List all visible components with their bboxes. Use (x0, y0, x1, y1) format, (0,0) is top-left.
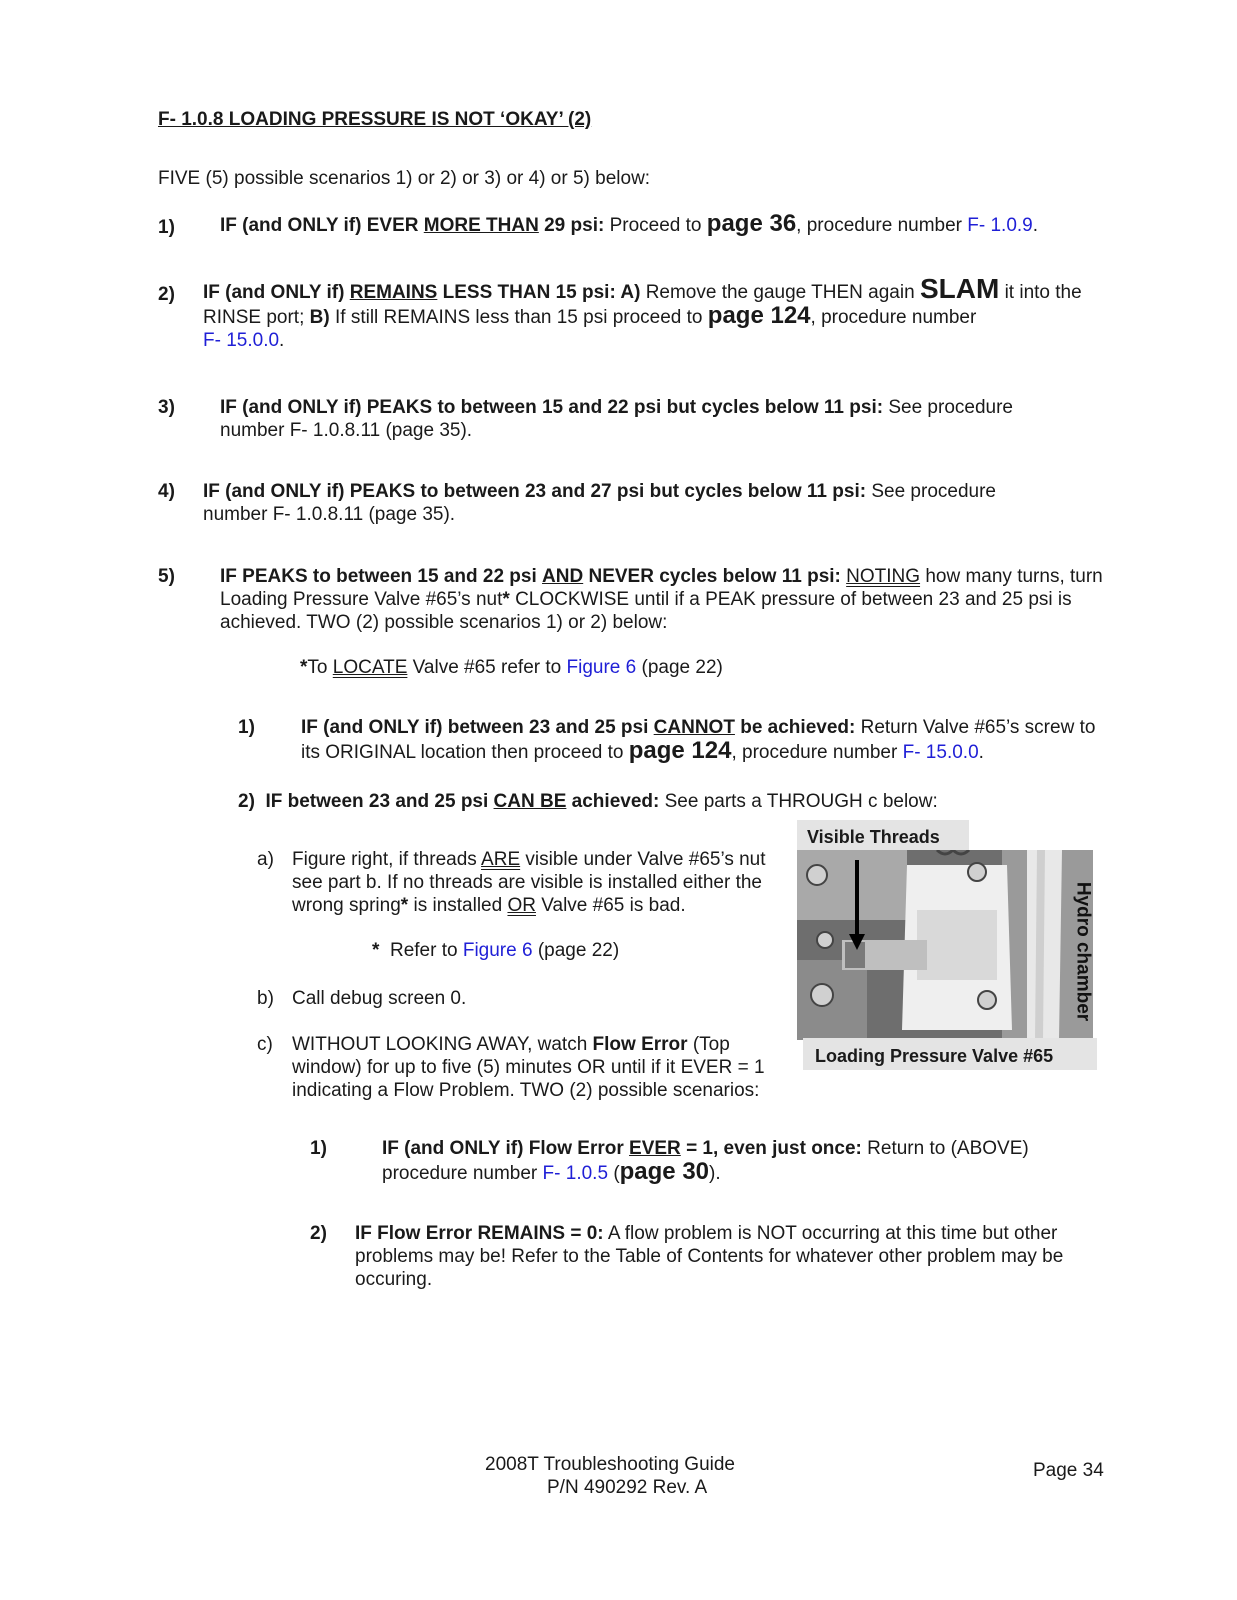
sub-1-page: page 124 (628, 737, 732, 764)
c2-number: 2) (310, 1223, 327, 1244)
part-a-note: * Refer to Figure 6 (page 22) (372, 940, 620, 961)
scenario-2-text-2: it into the RINSE port; (203, 282, 1082, 328)
scenario-5-noting: NOTING (846, 566, 921, 587)
scenario-1-psi: 29 psi: (544, 215, 605, 236)
scenario-3-condition: IF (and ONLY if) PEAKS to between 15 and 22 psi but cycles below 11 psi: (220, 397, 884, 418)
scenario-5-note: *To LOCATE Valve #65 refer to Figure 6 (page 22) (300, 657, 723, 678)
part-c-label: c) (257, 1034, 273, 1055)
part-c: WITHOUT LOOKING AWAY, watch Flow Error (Top window) for up to five (5) minutes OR until if it EVER = 1 indicating a Flow Problem. TWO (2) possible scenarios: (292, 1034, 765, 1101)
scenario-1-procedure-link[interactable]: F- 1.0.9 (967, 215, 1033, 236)
scenario-2-procedure-link[interactable]: F- 15.0.0 (203, 330, 280, 351)
sub-2-number: 2) (238, 791, 255, 812)
scenario-1-text: Proceed to (609, 215, 702, 236)
scenario-2-text-3: If still REMAINS less than 15 psi proceed to (335, 307, 703, 328)
scenario-5-text-2: CLOCKWISE until if a PEAK pressure of between 23 and 25 psi is achieved. TWO (2) possible scenarios 1) or 2) below: (220, 589, 1072, 633)
part-a-figure-link[interactable]: Figure 6 (462, 940, 533, 961)
part-b-label: b) (257, 988, 274, 1009)
c1-procedure-link[interactable]: F- 1.0.5 (542, 1163, 609, 1184)
scenario-3-number: 3) (158, 397, 175, 418)
scenario-4-text: See procedure number F- 1.0.8.11 (page 35). (203, 481, 996, 525)
footer-title: 2008T Troubleshooting Guide (485, 1454, 735, 1475)
scenario-1-more-than: MORE THAN (423, 215, 539, 236)
c-scenario-1: IF (and ONLY if) Flow Error EVER = 1, even just once: Return to (ABOVE) procedure number F- 1.0.5 (page 30). (382, 1138, 1029, 1185)
sub-1-text: Return Valve #65’s screw to its ORIGINAL location then proceed to (301, 717, 1096, 763)
c1-number: 1) (310, 1138, 327, 1159)
figure-bottom-label: Loading Pressure Valve #65 (815, 1046, 1054, 1066)
scenario-1-page: page 36 (706, 210, 797, 237)
sub-scenario-1: IF (and ONLY if) between 23 and 25 psi CANNOT be achieved: Return Valve #65’s screw to its ORIGINAL location then proceed to page 124, procedure number F- 15.0.0. (301, 717, 1096, 764)
footer-page-number: Page 34 (1033, 1460, 1104, 1481)
valve-figure (797, 820, 1097, 1070)
part-c-flow-error: Flow Error (592, 1034, 688, 1055)
scenario-5-number: 5) (158, 566, 175, 587)
note-locate: LOCATE (332, 657, 408, 678)
scenario-2-text: Remove the gauge THEN again (645, 282, 915, 303)
scenario-5-and: AND (542, 566, 584, 587)
part-a-are: ARE (481, 849, 521, 870)
c-scenario-2: IF Flow Error REMAINS = 0: A flow problem is NOT occurring at this time but other problems may be! Refer to the Table of Contents for whatever other problem may be occuring. (355, 1223, 1064, 1290)
scenario-3-text: See procedure number F- 1.0.8.11 (page 35). (220, 397, 1013, 441)
c1-ever: EVER (629, 1138, 681, 1159)
figure-top-label: Visible Threads (807, 827, 940, 847)
scenario-2-condition: IF (and ONLY if) (203, 282, 345, 303)
scenario-5-condition: IF PEAKS to between 15 and 22 psi (220, 566, 537, 587)
scenario-2-page: page 124 (707, 302, 811, 329)
scenario-2-psi: LESS THAN 15 psi: A) (442, 282, 641, 303)
figure-side-label: Hydro chamber (1072, 881, 1094, 1022)
scenario-4-number: 4) (158, 481, 175, 502)
part-a: Figure right, if threads ARE visible under Valve #65’s nut see part b. If no threads are visible is installed either the wrong spring* is installed OR Valve #65 is bad. (292, 849, 766, 916)
sub-2-text: See parts a THROUGH c below: (664, 791, 938, 812)
sub-2-can-be: CAN BE (493, 791, 567, 812)
sub-1-number: 1) (238, 717, 255, 738)
scenario-1-text-2: , procedure number (796, 215, 962, 236)
scenario-5: IF PEAKS to between 15 and 22 psi AND NEVER cycles below 11 psi: NOTING how many turns, turn Loading Pressure Valve #65’s nut* CLOCKWISE until if a PEAK pressure of between 23 and 25 psi is achieved. TWO (2) possible scenarios 1) or 2) below: (220, 566, 1103, 633)
sub-2-condition: IF between 23 and 25 psi (265, 791, 489, 812)
c1-page: page 30 (619, 1158, 710, 1185)
sub-1-condition: IF (and ONLY if) between 23 and 25 psi (301, 717, 649, 738)
scenario-2-remains: REMAINS (349, 282, 438, 303)
sub-scenario-2: 2) IF between 23 and 25 psi CAN BE achieved: See parts a THROUGH c below: (238, 791, 938, 812)
scenario-5-condition-2: NEVER cycles below 11 psi: (588, 566, 841, 587)
intro-text: FIVE (5) possible scenarios 1) or 2) or 3) or 4) or 5) below: (158, 168, 651, 189)
part-b: Call debug screen 0. (292, 988, 467, 1009)
scenario-5-text: how many turns, turn Loading Pressure Valve #65’s nut (220, 566, 1103, 610)
scenario-3 (220, 396, 1070, 442)
sub-1-cannot: CANNOT (653, 717, 735, 738)
part-a-label: a) (257, 849, 274, 870)
scenario-2-b: B) (309, 307, 330, 328)
scenario-4-condition: IF (and ONLY if) PEAKS to between 23 and 27 psi but cycles below 11 psi: (203, 481, 867, 502)
sub-1-procedure-link[interactable]: F- 15.0.0 (902, 742, 979, 763)
scenario-1: IF (and ONLY if) EVER MORE THAN 29 psi: Proceed to page 36, procedure number F- 1.0.9. (220, 210, 1039, 237)
scenario-2-number: 2) (158, 284, 175, 305)
section-heading: F- 1.0.8 LOADING PRESSURE IS NOT ‘OKAY’ (2) (158, 109, 592, 130)
scenario-1-number: 1) (158, 217, 175, 238)
scenario-2: IF (and ONLY if) REMAINS LESS THAN 15 psi: A) Remove the gauge THEN again SLAM it into the RINSE port; B) If still REMAINS less than 15 psi proceed to page 124, procedure number F- 15.0.0. (203, 273, 1082, 351)
scenario-2-slam: SLAM (919, 273, 1000, 304)
footer-part-number: P/N 490292 Rev. A (547, 1477, 708, 1498)
part-a-or: OR (507, 895, 536, 916)
valve-photo (797, 850, 1093, 1040)
scenario-4 (203, 480, 1053, 526)
note-figure-link[interactable]: Figure 6 (566, 657, 637, 678)
scenario-1-condition: IF (and ONLY if) EVER (220, 215, 419, 236)
